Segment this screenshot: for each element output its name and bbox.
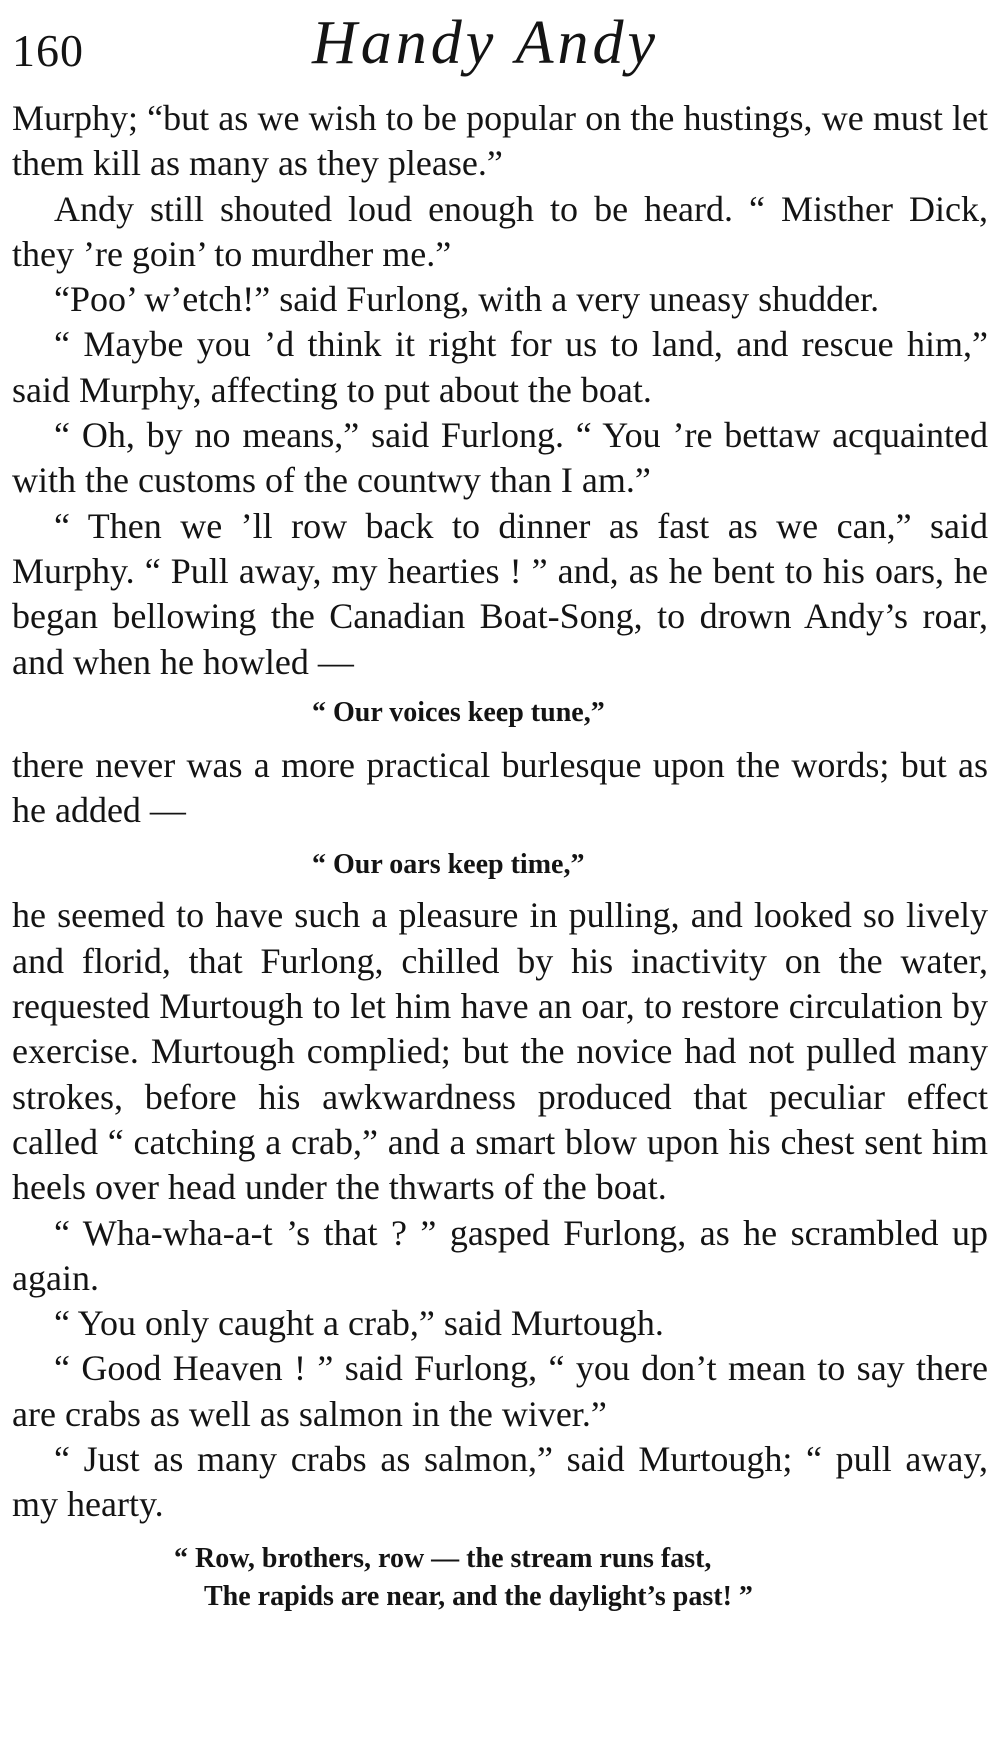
paragraph: he seemed to have such a pleasure in pulling, and looked so lively and florid, that Furlong, chilled by his inactivity on the water, requested Murtough to let him have an oar, to restore circulation by exercise. Murtough complied; but the novice had not pulled many strokes, before his awkwardness produced that peculiar effect called “ catching a crab,” and a smart blow upon his chest sent him heels over head under the thwarts of the boat.: [12, 895, 988, 1208]
verse-quote: [12, 1540, 988, 1616]
page-number: 160: [12, 25, 84, 76]
paragraph: “Poo’ w’etch!” said Furlong, with a very uneasy shudder.: [54, 279, 880, 320]
paragraph: “ Then we ’ll row back to dinner as fast as we can,” said Murphy. “ Pull away, my hearties ! ” and, as he bent to his oars, he began bellowing the Canadian Boat-Song, to drown Andy’s roar, and when he howled —: [12, 505, 988, 682]
paragraph: “ You only caught a crab,” said Murtough.: [54, 1303, 664, 1344]
page-header: [12, 0, 988, 96]
book-page: [12, 0, 988, 1616]
paragraph: “ Wha-wha-a-t ’s that ? ” gasped Furlong, as he scrambled up again.: [12, 1212, 988, 1298]
verse-quote: [12, 693, 988, 733]
paragraph: Murphy; “but as we wish to be popular on the hustings, we must let them kill as many as they please.”: [12, 98, 988, 184]
paragraph: “ Oh, by no means,” said Furlong. “ You ’re bettaw acquainted with the customs of the countwy than I am.”: [12, 415, 988, 501]
paragraph: “ Maybe you ’d think it right for us to land, and rescue him,” said Murphy, affecting to put about the boat.: [12, 324, 988, 410]
body-text: [12, 96, 988, 1616]
verse-line: “ Row, brothers, row — the stream runs fast,: [174, 1542, 712, 1574]
verse-line: “ Our voices keep tune,”: [312, 696, 605, 728]
verse-quote: [12, 845, 988, 885]
verse-line: “ Our oars keep time,”: [312, 849, 585, 881]
paragraph: there never was a more practical burlesque upon the words; but as he added —: [12, 744, 988, 831]
paragraph: “ Just as many crabs as salmon,” said Murtough; “ pull away, my hearty.: [12, 1439, 988, 1525]
running-title: Handy Andy: [312, 9, 660, 77]
paragraph: “ Good Heaven ! ” said Furlong, “ you don’t mean to say there are crabs as well as salmon in the wiver.”: [12, 1348, 988, 1434]
verse-line: The rapids are near, and the daylight’s past! ”: [204, 1580, 753, 1612]
paragraph: Andy still shouted loud enough to be heard. “ Misther Dick, they ’re goin’ to murdher me.”: [12, 188, 988, 274]
